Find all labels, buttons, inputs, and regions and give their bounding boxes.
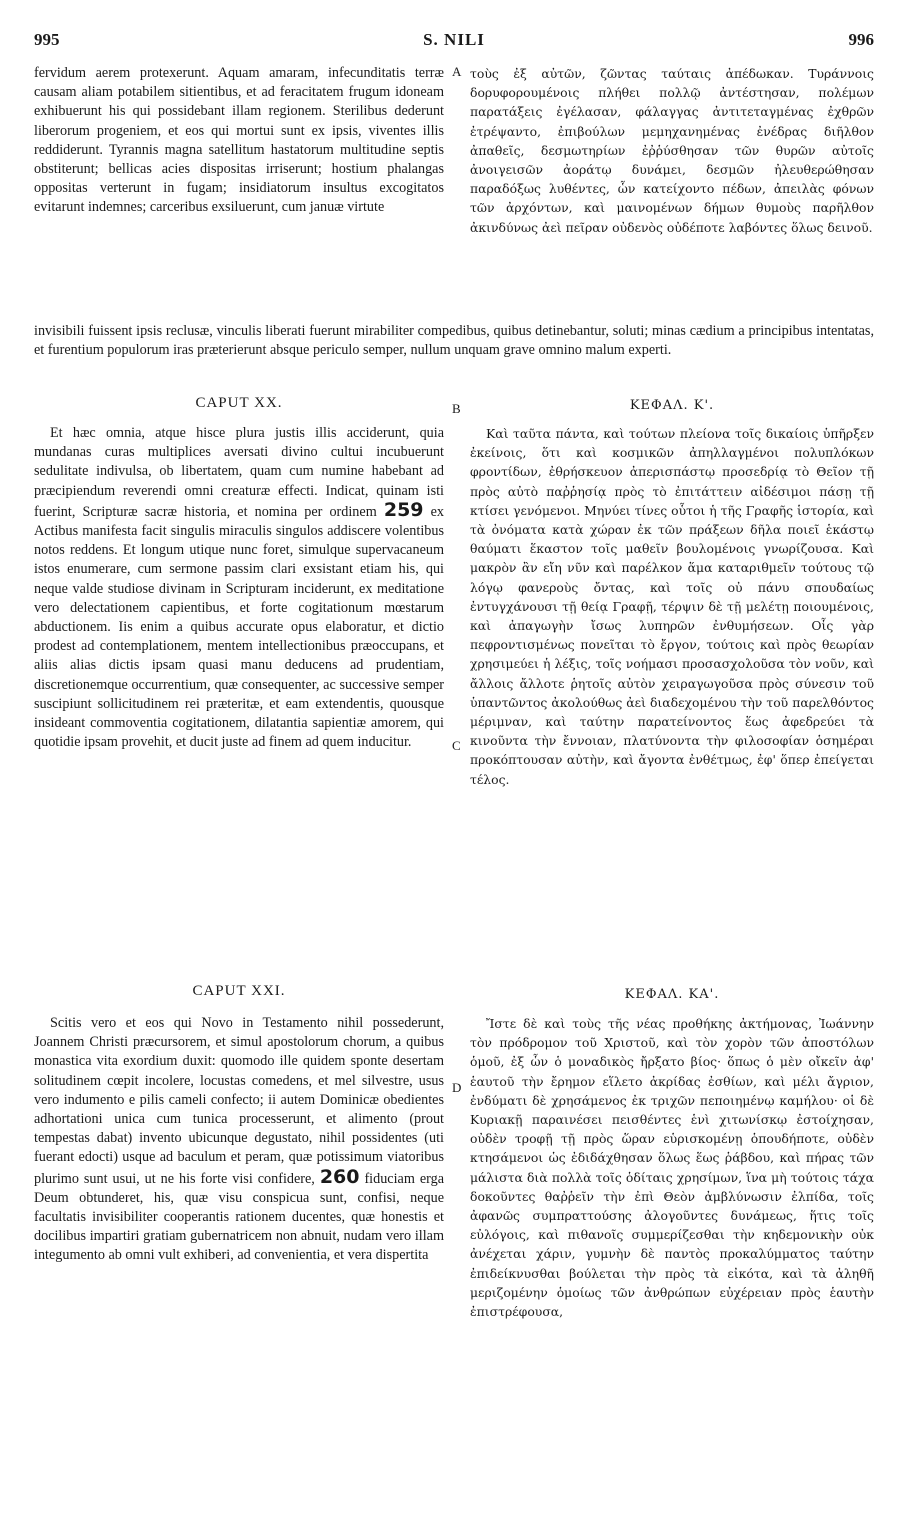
greek-paragraph: τοὺς ἐξ αὐτῶν, ζῶντας ταύταις ἀπέδωκαν. Τυράννοις δορυφορουμένοις πλήθει πολλῷ ἀντέστησαν, πολέμων παρατάξεις ἐγέλασαν, φάλαγγας ἀντιτεταγμένας ἐχθρῶν ἐτρέψαντο, ἐπιβούλων μεμηχανημένας ἐνέδρας διῆλθον ἀπαθεῖς, δεσμωτηρίων ἐῤῥύσθησαν τῶν θυρῶν αὐτοῖς ἀνοιγεισῶν ἀοράτῳ δυνάμει, δεσμῶν ἠλευθερώθησαν παραδόξως λυθέντες, ὧν κατείχοντο πέδων, ἀπειλὰς φόνων τῶν ἀρχόντων, καὶ μαινομένων δήμων θυμοὺς παρῆλθον ἀκινδύνως ἀεὶ πεῖραν οὐδενὸς οὐδέποτε λαβόντες ὅλως δεινοῦ. bbox=[470, 66, 874, 235]
greek-column-caput-20 bbox=[470, 424, 874, 924]
latin-text: Scitis vero et eos qui Novo in Testamento nihil possederunt, Joannem Christi præcursorem, et simul apostolorum chorum, a quibus monastica vita exordium duxit: quomodo ille quidem sponte desertam solitudinem cœpit incolere, locustas comedens, et mel silvestre, usus vero indumento e pilis cameli confecto; ii autem Dominicæ obedientes adhortationi unica cum tunica processerunt, et alimento (prout tempestas dabat) invento ubicunque degustato, nihil possidentes (uti fuerant edocti) usque ad baculum et peram, quæ potissimum viatoribus plurimo sunt usui, ut ne his forte visi confidere, bbox=[34, 1015, 444, 1187]
latin-column-caput-21 bbox=[34, 1014, 444, 1514]
latin-text: Et hæc omnia, atque hisce plura justis illis acciderunt, quia mundanas curas multiplices aversati divino cultui incubuerunt sedulitate indivulsa, ob libertatem, quam cum numine habebant ad præcipiendum reverendi omni creaturæ effecti. Indicat, quinam isti fuerint, Scripturæ sacræ historia, et nomina per ordinem bbox=[34, 425, 444, 520]
section-marker-b: B bbox=[452, 401, 461, 416]
latin-paragraph bbox=[34, 424, 444, 752]
section-marker-c: C bbox=[452, 738, 461, 753]
greek-column-top bbox=[470, 64, 874, 318]
latin-text: fiduciam erga Deum obtunderet, his, quæ visu conspicua sunt, confisi, neque facultatis invisibiliter cooperantis rationem ducentes, quæ honestis et docilibus impartiri gratiam gubernatricem non abnuit, nudam vero illam integumento ab omni vult exhiberi, ad convenientia, et vera dispertita bbox=[34, 1170, 444, 1264]
page-number-left: 995 bbox=[34, 30, 60, 49]
marginal-page-number: 260 bbox=[319, 1165, 360, 1188]
greek-paragraph: Καὶ ταῦτα πάντα, καὶ τούτων πλείονα τοῖς δικαίοις ὑπῆρξεν ἐκείνοις, ὅτι καὶ κοσμικῶν ἀπηλλαγμένοι πολυπλόκων φροντίδων, ἐθρήσκευον ἀπερισπάστῳ προσεδρίᾳ τὸ Θεῖον τῇ πρὸς αὐτὸ παῤῥησίᾳ πρὸς τὸ ἐπιτάττειν αἰδέσιμοι πάσῃ τῇ κτίσει γενόμενοι. Μηνύει τίνες οὗτοι ἡ τῆς Γραφῆς ἱστορία, καὶ τὰ ὀνόματα κατὰ χώραν ἐκ τῶν πράξεων δῆλα ποιεῖ ἑκάστῳ θαύματι ἕκαστον τοῖς μαθεῖν βουλομένοις γνωρίζουσα. Καὶ μακρὸν ἂν εἴη νῦν καὶ παρέλκον ἅμα καταριθμεῖν τούτους τῷ λόγῳ φανεροὺς ὄντας, καὶ τοῖς οὐ πάνυ σπουδαίως ἐντυγχάνουσι τῇ θείᾳ Γραφῇ, τέρψιν δὲ τῇ μελέτῃ ποιουμένοις, καὶ ἀπαγωγὴν ἴσως λυπηρῶν ἐνθυμήσεων. Οἷς γὰρ πεφροντισμένως πονεῖται τὸ ἔργον, τούτοις καὶ πρὸς θεωρίαν χρησιμεύει ἡ λέξις, τοῖς νοήμασι προσασχολοῦσα τὸν νοῦν, καὶ ἄλλοις ἄλλοτε ῥητοῖς αὐτὸν χειραγωγοῦσα πρὸς σύνεσιν τοῦ ὑπαντῶντος ἀκολούθως ἀεὶ διαδεχομένου τὴν τοῦ παρελθόντος μέριμναν, καὶ ταύτην παρατείνοντος ἕως ἀφεδρεύει τὰ κινοῦντα τὴν ἔννοιαν, πλατύνοντα τὴν φιλοσοφίαν ὁσημέραι προκόπτουσαν αὐτὴν, καὶ ἄγοντα ἐνθέτμως, ἐφ' ὅπερ ἐπείγεται τέλος. bbox=[470, 426, 874, 787]
latin-column-caput-20 bbox=[34, 424, 444, 969]
full-width-paragraph bbox=[34, 322, 874, 392]
latin-paragraph bbox=[34, 1014, 444, 1266]
chapter-heading-greek-21: ΚΕΦΑΛ. ΚΑ'. bbox=[624, 987, 720, 1002]
page-header bbox=[34, 30, 874, 54]
running-title: S. NILI bbox=[423, 30, 485, 49]
chapter-heading-greek-20: ΚΕΦΑΛ. Κ'. bbox=[629, 398, 715, 413]
latin-column-top bbox=[34, 64, 444, 318]
greek-paragraph: Ἴστε δὲ καὶ τοὺς τῆς νέας προθήκης ἀκτήμονας, Ἰωάννην τὸν πρόδρομον τοῦ Χριστοῦ, καὶ τὸν χορὸν τῶν ἀποστόλων ὁμοῦ, ἐξ ὧν ὁ μοναδικὸς ἤρξατο βίος· ὅπως ὁ μὲν οἴκεῖν ἀφ' ἑαυτοῦ τὴν ἔρημον εἵλετο ἀκρίδας ἐσθίων, καὶ μέλι ἄγριον, ἐνδύματι δὲ χρησάμενος ἐκ τριχῶν πεποιημένῳ καμήλου· οἱ δὲ Κυριακῇ παραινέσει πεισθέντες ἑνὶ χιτωνίσκῳ ἐστοίχησαν, οὐδὲν τροφῇ τῇ πρὸς ὥραν εὑρισκομένῃ ὁπουδήποτε, οὐδὲν κτησάμενοι ὡς ἐδιδάχθησαν ὅλως ἕως ῥάβδου, καὶ πήρας τῶν μάλιστα διὰ πολλὰ τοῖς ὁδίταις χρησίμων, ἵνα μὴ τούτοις τάχα δοκοῦντες θαῤῥεῖν τὴν ἐπὶ Θεὸν ἀμβλύνωσιν ἐλπίδα, τοῖς ἀφανῶς συμπραττούσης ἀλογοῦντες δυνάμεως, ἥτις τοῖς εὐλόγοις, καὶ πιθανοῖς συμμερίζεσθαι τὴν κηδεμονικὴν οὐκ ἀνέχεται χάριν, γυμνὴν δὲ παντὸς προκαλύμματος ταύτην ἐπιδείκνυσθαι βούλεται τὴν πρὸς τὰ εἰκότα, καὶ τὰ ἀληθῆ μεριζομένην ὁμοίως τῶν ἀνθρώπων εὐχέρειαν πρὸς ἑαυτὴν ἐπιστρέφουσα, bbox=[470, 1016, 874, 1320]
page-number-right: 996 bbox=[848, 30, 874, 49]
section-marker-d: D bbox=[452, 1080, 462, 1095]
latin-text: ex Actibus manifesta facit singulis miraculis singulos addiscere volentibus notos reddens. Et longum utique nunc foret, simulque supervacaneum istos enumerare, cum sermone passim clari exsistant etiam his, qui neque valde studiose divinam in Scripturam inciderunt, ex meditatione vero delectationem capientibus, et forte cogitationum mœstarum abductionem. Iis enim a quibus accurate opus elaboratur, et dictio prodest ad contemplationem, mentem intellectionibus præoccupans, et aliis alias dictis ipsam quasi manu deducens ad prudentiam, discretionemque occurrentium, quæ consequenter, ac successive semper suscipiunt sollicitudinem rei præteritæ, et eam extendentis, quousque insideant commoventia cogitationem, dilatantia sapientiæ amorem, qui quotidie ipsam provehit, et ducit juste ad finem ad quem inducitur. bbox=[34, 503, 445, 751]
marginal-page-number: 259 bbox=[383, 498, 424, 521]
chapter-heading-latin-21: CAPUT XXI. bbox=[192, 983, 286, 999]
chapter-heading-latin-20: CAPUT XX. bbox=[195, 395, 283, 411]
greek-column-caput-21 bbox=[470, 1014, 874, 1514]
section-marker-a: A bbox=[452, 64, 462, 79]
full-width-text: invisibili fuissent ipsis reclusæ, vinculis liberati fuerunt mirabiliter compedibus, quibus detinebantur, soluti; minas cædium a principibus intentatas, et furentium populorum iras præterierunt absque periculo semper, nullum unquam grave omnino malum experti. bbox=[34, 323, 874, 359]
latin-paragraph: fervidum aerem protexerunt. Aquam amaram, infecunditatis terræ causam aliam potabilem sitientibus, et ad feracitatem frugum idoneam exhibuerunt his qui possidebant illam regionem. Sterilibus dederunt liberorum progeniem, et eos qui mortui sunt ex ipsis, viventes illis reddiderunt. Tyrannis magna satellitum hastatorum multitudine septis obstiterunt; bellicas acies dispositas irriserunt; hostium phalangas oppositas verterunt in fugam; insidiatorum insultus excogitatos evitarunt indemnes; carceribus exsiluerunt, cum januæ virtute bbox=[34, 65, 444, 216]
